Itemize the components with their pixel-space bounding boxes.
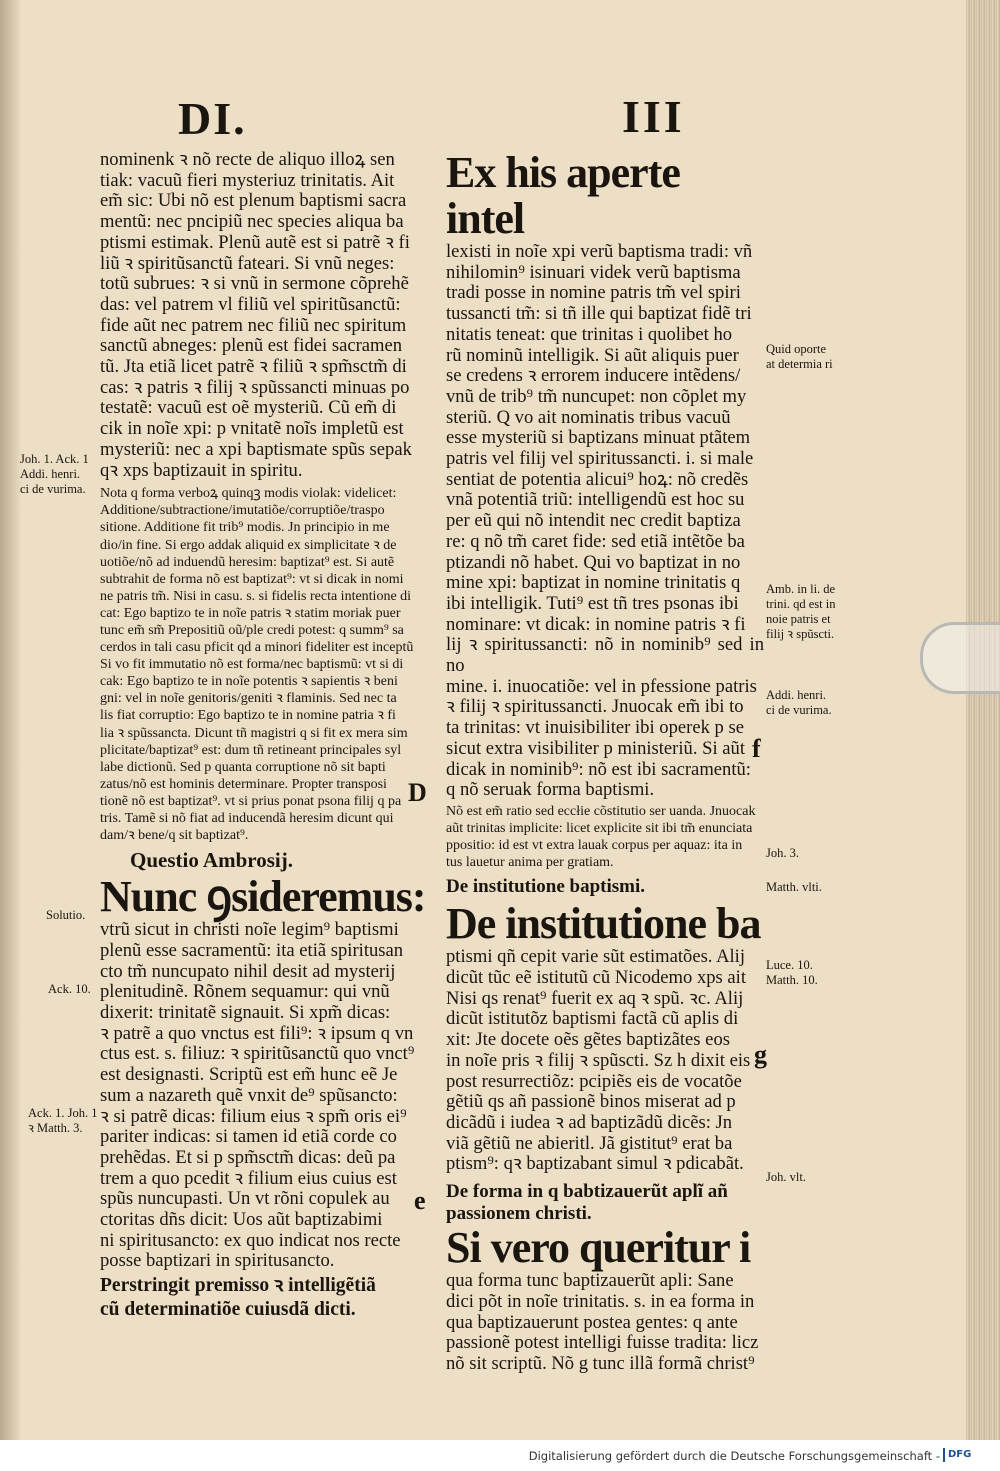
gloss-line: zatus/nõ est hominis determinare. Propter transposi xyxy=(100,776,387,792)
text-line: ptism⁹: qꝛ baptizabant simul ꝛ pdicabãt. xyxy=(446,1153,744,1175)
text-line: patris vel filij vel spiritussancti. i. si male xyxy=(446,448,754,470)
gloss-line: tionẽ nõ est baptizat⁹. vt si prius ponat psona filij q pa xyxy=(100,793,402,809)
question-text xyxy=(100,920,435,1272)
text-line: post resurrectiõz: pcipiẽs eis de vocatõe xyxy=(446,1070,742,1092)
text-line: pariter indicas: si tamen id etiã corde co xyxy=(100,1126,397,1148)
text-line: fide aũt nec patrem nec filiũ nec spiritum xyxy=(100,314,407,336)
text-line: em̃ sic: Ubi nõ est plenum baptismi sacra xyxy=(100,190,407,212)
gloss-line: Nota q forma verboꝝ quinqꝫ modis violak: videlicet: xyxy=(100,486,397,502)
text-line: sentiat de potentia alicui⁹ hoꝝ: nõ credẽs xyxy=(446,468,749,490)
text-line: nominenk ꝛ nõ recte de aliquo illoꝝ sen xyxy=(100,149,395,170)
marginal-note-solutio: Solutio. xyxy=(46,908,86,922)
display-heading-ex-his: Ex his aperte intel xyxy=(446,148,680,243)
marginal-note-ack10: Ack. 10. xyxy=(48,982,91,996)
closing-lines xyxy=(100,1274,435,1322)
forma-heading: De forma in q babtizauerũt aplĩ añ passionem christi. xyxy=(446,1181,728,1225)
section-marker-e: e xyxy=(414,1186,426,1215)
gloss-line: dio/in fine. Si ergo addak aliquid ex simplicitate ꝛ de xyxy=(100,537,397,553)
gloss-line: ppositio: id est vt extra lauak corpus per aquaz: ita in xyxy=(446,838,743,854)
text-line: ptismi estimak. Plenũ autẽ est si patrẽ ꝛ fi xyxy=(100,231,410,253)
text-line: dixerit: trinitatẽ signauit. Si xpm̃ dicas: xyxy=(100,1002,391,1024)
left-opening xyxy=(100,150,435,481)
text-line: lexisti in noĩe xpi verũ baptisma tradi: vñ xyxy=(446,241,753,262)
marginal-note-quid: Quid oporte at determia ri xyxy=(766,342,833,371)
display-heading-si-vero: Si vero queritur i xyxy=(446,1223,751,1273)
right-gloss-note xyxy=(446,803,764,871)
text-line: est designasti. Scriptũ est em̃ hunc eẽ Je xyxy=(100,1064,398,1086)
text-line: sicut extra visibiliter p ministeriũ. Si aũt xyxy=(446,737,746,759)
text-line: plenitudinẽ. Rõnem sequamur: qui vnũ xyxy=(100,981,390,1003)
gloss-line: cerdos in tali casu pficit qd a minori fideliter est inceptũ xyxy=(100,640,414,656)
text-line: vtrũ sicut in christi noĩe legim⁹ baptismi xyxy=(100,919,399,941)
text-line: das: vel patrem vl filiũ vel spiritũsanctũ: xyxy=(100,293,401,315)
gloss-line: plicitate/baptizat⁹ est: dum tñ retineant principales syl xyxy=(100,742,402,758)
text-line: mysteriũ: nec a xpi baptismate spũs sepak xyxy=(100,438,412,460)
text-line: qꝛ xps baptizauit in spiritu. xyxy=(100,459,303,481)
text-line: Nisi qs renat⁹ fuerit ex aq ꝛ spũ. ꝛc. Alij xyxy=(446,987,744,1009)
si-vero-text xyxy=(446,1271,764,1375)
institution-small-heading: De institutione baptismi. xyxy=(446,876,645,898)
text-line: posse baptizari in spiritusancto. xyxy=(100,1250,335,1272)
text-line: spũs nuncupasti. Un vt rõni copulek au xyxy=(100,1188,390,1210)
text-line: qua forma tunc baptizauerũt apli: Sane xyxy=(446,1270,734,1292)
running-head-left: DI. xyxy=(178,93,247,144)
marginal-note-ambrose: Amb. in li. de trini. qd est in noie patris et filij ꝛ spũscti. xyxy=(766,582,836,641)
right-opening xyxy=(446,242,764,801)
text-line: rũ nominũ intelligik. Si aũt aliquis puer xyxy=(446,344,739,366)
marginal-note-matth: Matth. vlti. xyxy=(766,880,822,894)
text-line: ni spiritusancto: ex quo indicat nos recte xyxy=(100,1229,401,1251)
text-line: ibi intelligik. Tuti⁹ est tñ tres psonas ibi xyxy=(446,592,739,614)
text-line: re: q nõ tm̃ caret fide: sed etiã intẽtõe ba xyxy=(446,530,745,552)
marginal-note-ack-joh-matth: Ack. 1. Joh. 1 ꝛ Matth. 3. xyxy=(28,1106,98,1135)
text-line: ta trinitas: vt inuisibiliter ibi operek p se xyxy=(446,717,744,739)
text-line: q nõ seruak forma baptismi. xyxy=(446,779,655,801)
closing-line: cũ determinatiõe cuiusdã dicti. xyxy=(100,1299,356,1321)
gloss-line: Si vo fit immutatio nõ est forma/nec baptismũ: vt si di xyxy=(100,657,404,673)
section-marker-g: g xyxy=(754,1040,767,1069)
text-line: sanctũ abneges: plenũ est fidei sacramen xyxy=(100,335,403,357)
page-edges xyxy=(966,0,1000,1440)
text-line: cto tm̃ nuncupato nihil desit ad mysterij xyxy=(100,960,396,982)
left-column xyxy=(100,150,435,1322)
text-line: nõ sit scriptũ. Nõ g tunc illã formã christ⁹ xyxy=(446,1352,755,1374)
text-line: ptismi qñ cepit varie sũt estimatões. Alij xyxy=(446,946,746,968)
text-line: nitatis teneat: que trinitas i quolibet ho xyxy=(446,323,733,345)
gloss-line: Nõ est em̃ ratio sed eccłie cõstitutio ser uanda. Jnuocak xyxy=(446,803,756,819)
text-line: dici põt in noĩe trinitatis. s. in ea forma in xyxy=(446,1290,755,1312)
section-marker-d: D xyxy=(408,778,427,807)
display-heading-institutione: De institutione ba xyxy=(446,899,761,949)
text-line: ctus est. s. filiuz: ꝛ spiritũsanctũ quo vnct⁹ xyxy=(100,1043,415,1065)
section-marker-f: f xyxy=(752,734,761,763)
gloss-line: aũt trinitas implicite: licet explicite sit ibi tm̃ enunciata xyxy=(446,821,753,837)
text-line: steriũ. Q vo ait nominatis tribus vacuũ xyxy=(446,406,731,428)
gloss-line: tunc em̃ sm̃ Prepositiũ oũ/ple credi potest: q summ⁹ sa xyxy=(100,623,404,638)
left-gloss-note xyxy=(100,485,435,844)
text-line: viã gẽtiũ ne abieritl. Jã gistitut⁹ erat ba xyxy=(446,1132,733,1154)
text-line: vnũ de trib⁹ tm̃ nuncupet: non cõplet my xyxy=(446,385,747,407)
text-line: lij ꝛ spiritussancti: nõ in nominib⁹ sed in no xyxy=(446,634,764,677)
right-column xyxy=(446,150,764,1375)
text-line: testatẽ: vacuũ est oẽ mysteriũ. Cũ em̃ di xyxy=(100,397,397,419)
text-line: tradi posse in nomine patris tm̃ vel spiri xyxy=(446,282,741,304)
text-line: xit: Jte docete oẽs gẽtes baptizãtes eos xyxy=(446,1029,730,1051)
text-line: dicãdũ i iudea ꝛ ad baptizãdũ dicẽs: Jn xyxy=(446,1111,733,1133)
gloss-line: labe dictionũ. Sed p quanta corruptione nõ sit bapti xyxy=(100,759,386,775)
text-line: nihilomin⁹ isinuari videk verũ baptisma xyxy=(446,261,741,283)
text-line: tiak: vacuũ fieri mysteriuz trinitatis. Ait xyxy=(100,169,395,191)
dfg-logo-icon: DFG xyxy=(943,1448,988,1462)
gloss-line: tris. Tamẽ si nõ fiat ad inducendã heresim dicunt qui xyxy=(100,811,394,827)
paper-clip xyxy=(920,622,1000,694)
text-line: ꝛ filij ꝛ spiritussancti. Jnuocak em̃ ibi to xyxy=(446,696,744,718)
text-line: sum a nazareth quẽ vnxit de⁹ spũsancto: xyxy=(100,1084,398,1106)
gutter-shadow xyxy=(0,0,22,1440)
gloss-line: ne patris tm̃. Nisi in casu. s. si fidelis recta intentione di xyxy=(100,588,412,604)
text-line: dicak in nominib⁹: nõ est ibi sacramentũ: xyxy=(446,758,751,780)
text-line: plenũ esse sacramentũ: ita etiã spiritusan xyxy=(100,939,404,961)
marginal-note-luce: Luce. 10. Matth. 10. xyxy=(766,958,818,987)
text-line: gẽtiũ qs añ passionẽ binos miserat ad p xyxy=(446,1091,736,1113)
text-line: ptizandi nõ habet. Qui vo baptizat in no xyxy=(446,551,741,573)
text-line: prehẽdas. Et si p spm̃sctm̃ dicas: deũ pa xyxy=(100,1146,396,1168)
footer-bar xyxy=(0,1440,1000,1471)
text-line: ꝛ patrẽ a quo vnctus est fili⁹: ꝛ ipsum q vn xyxy=(100,1022,414,1044)
gloss-line: Additione/subtractione/imutatiõe/corruptiõe/traspo xyxy=(100,503,385,519)
gloss-line: gni: vel in noĩe genitoris/geniti ꝛ flaminis. Sed nec ta xyxy=(100,691,397,707)
text-line: tũ. Jta etiã licet patrẽ ꝛ filiũ ꝛ spm̃sctm̃ di xyxy=(100,356,407,378)
text-line: ꝛ si patrẽ dicas: filium eius ꝛ spm̃ oris ei⁹ xyxy=(100,1105,407,1127)
text-line: tussancti tm̃: si tñ ille qui baptizat fidẽ tri xyxy=(446,303,752,325)
display-heading-nunc: Nunc ꝯsideremus: xyxy=(100,872,426,922)
text-line: mine. i. inuocatiõe: vel in pfessione patris xyxy=(446,675,757,697)
text-line: mentũ: nec pncipiũ nec species aliqua ba xyxy=(100,211,404,233)
text-line: ctoritas dñs dicit: Uos aũt baptizabimi xyxy=(100,1209,383,1231)
gloss-line: lis fiat corruptio: Ego baptizo te in nomine patria ꝛ fi xyxy=(100,708,396,724)
marginal-note-joh-vlt: Joh. vlt. xyxy=(766,1170,806,1184)
gloss-line: sitione. Additione fit trib⁹ modis. Jn principio in me xyxy=(100,520,390,536)
footer-credit: Digitalisierung gefördert durch die Deutsche Forschungsgemeinschaft - xyxy=(528,1449,940,1463)
text-line: esse mysteriũ si baptizans minuat ptãtem xyxy=(446,427,751,449)
text-line: in noĩe pris ꝛ filij ꝛ spũscti. Sz h dixit eis xyxy=(446,1049,751,1071)
gloss-line: cak: Ego baptizo te in noĩe potentis ꝛ sapientis ꝛ beni xyxy=(100,674,398,690)
text-line: dicũt istitutõz baptismi factã cũ aplis di xyxy=(446,1008,739,1030)
gloss-line: lia ꝛ spũssancta. Dicunt tñ magistri q si fit ex mera sim xyxy=(100,725,408,741)
closing-line: Perstringit premisso ꝛ intelligẽtiã xyxy=(100,1275,376,1297)
text-line: cik in noĩe xpi: p vnitatẽ noĩs impletũ est xyxy=(100,418,404,440)
running-head-right: III xyxy=(622,91,685,142)
marginal-note-joh3: Joh. 3. xyxy=(766,846,799,860)
text-line: nominare: vt dicak: in nomine patris ꝛ fi xyxy=(446,613,746,635)
question-heading: Questio Ambrosij. xyxy=(130,848,293,873)
text-line: cas: ꝛ patris ꝛ filij ꝛ spũssancti minuas po xyxy=(100,376,410,398)
marginal-note-joh-ack: Joh. 1. Ack. 1 Addi. henri. ci de vurima. xyxy=(20,452,89,496)
text-line: trem a quo pcedit ꝛ filium eius cuius est xyxy=(100,1167,397,1189)
gloss-line: uotiõe/nõ ad induendũ heresim: baptizat⁹ est. Si autẽ xyxy=(100,554,395,570)
text-line: se credens ꝛ errorem inducere intẽdens/ xyxy=(446,365,741,387)
text-line: mine xpi: baptizat in nomine trinitatis q xyxy=(446,572,741,594)
text-line: dicũt tũc eẽ istitutũ cũ Nicodemo xps ait xyxy=(446,967,747,989)
text-line: liũ ꝛ spiritũsanctũ fateari. Si vnũ neges: xyxy=(100,252,395,274)
text-line: qua baptizauerunt postea gentes: q ante xyxy=(446,1311,738,1333)
text-line: passionẽ potest intelligi fuisse tradita: licz xyxy=(446,1332,759,1354)
institution-text xyxy=(446,947,764,1175)
gloss-line: subtrahit de forma nõ est baptizat⁹: vt si dicak in nomi xyxy=(100,571,404,587)
marginal-note-addi: Addi. henri. ci de vurima. xyxy=(766,688,832,717)
text-line: vnã potentiã triũ: intelligendũ est hoc su xyxy=(446,489,745,511)
text-line: totũ subrues: ꝛ si vnũ in sermone cõprehẽ xyxy=(100,273,409,295)
text-line: per eũ qui nõ intendit nec credit baptiza xyxy=(446,510,741,532)
gloss-line: cat: Ego baptizo te in noĩe patris ꝛ statim moriak puer xyxy=(100,605,401,621)
gloss-line: tus lauetur anima per gratiam. xyxy=(446,855,614,871)
gloss-line: dam/ꝛ bene/q sit baptizat⁹. xyxy=(100,828,249,844)
